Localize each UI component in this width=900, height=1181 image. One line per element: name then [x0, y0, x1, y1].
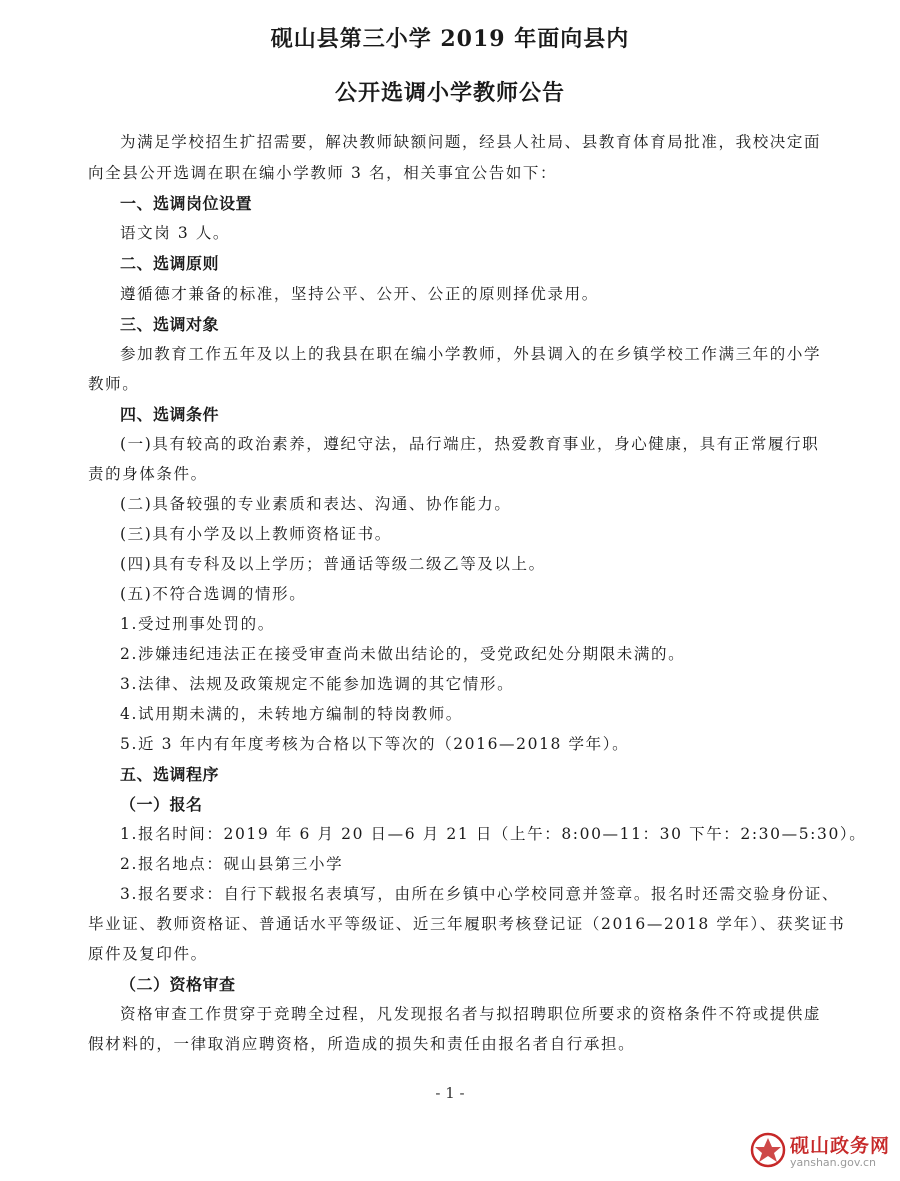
list-item: 5.近 3 年内有年度考核为合格以下等次的（2016—2018 学年）。 [120, 735, 630, 753]
list-item: 1.受过刑事处罚的。 [120, 615, 275, 633]
document-title-line-2: 公开选调小学教师公告 [334, 80, 565, 106]
paragraph-line: 遵循德才兼备的标准，坚持公平、公开、公正的原则择优录用。 [120, 285, 599, 303]
section-heading: 三、选调对象 [120, 315, 220, 334]
section-heading: 一、选调岗位设置 [120, 194, 253, 213]
paragraph-line: 向全县公开选调在职在编小学教师 3 名，相关事宜公告如下： [88, 164, 558, 182]
watermark-site-url: yanshan.gov.cn [790, 1156, 877, 1169]
site-watermark [750, 1130, 895, 1174]
paragraph-line: (二)具备较强的专业素质和表达、沟通、协作能力。 [120, 495, 512, 513]
paragraph-line: (四)具有专科及以上学历；普通话等级二级乙等及以上。 [120, 555, 546, 573]
paragraph-line: 语文岗 3 人。 [120, 224, 231, 242]
subsection-heading: （一）报名 [120, 795, 203, 814]
paragraph-line: 教师。 [88, 375, 140, 393]
list-item: 3.报名要求：自行下载报名表填写，由所在乡镇中心学校同意并签章。报名时还需交验身份证、 [120, 885, 840, 903]
list-item: 1.报名时间：2019 年 6 月 20 日—6 月 21 日（上午：8:00—11：30 下午：2:30—5:30）。 [120, 825, 867, 843]
watermark-site-name: 砚山政务网 [790, 1135, 891, 1157]
paragraph-line: 原件及复印件。 [88, 945, 208, 963]
paragraph-line: 责的身体条件。 [88, 465, 208, 483]
paragraph-line: 为满足学校招生扩招需要，解决教师缺额问题，经县人社局、县教育体育局批准，我校决定面 [120, 133, 822, 151]
list-item: 3.法律、法规及政策规定不能参加选调的其它情形。 [120, 675, 515, 693]
paragraph-line: 资格审查工作贯穿于竞聘全过程，凡发现报名者与拟招聘职位所要求的资格条件不符或提供虚 [120, 1005, 822, 1023]
list-item: 2.报名地点：砚山县第三小学 [120, 855, 344, 873]
paragraph-line: (三)具有小学及以上教师资格证书。 [120, 525, 392, 543]
list-item: 4.试用期未满的，未转地方编制的特岗教师。 [120, 705, 463, 723]
document-title-line-1: 砚山县第三小学 2019 年面向县内 [270, 26, 630, 52]
paragraph-line: 假材料的，一律取消应聘资格，所造成的损失和责任由报名者自行承担。 [88, 1035, 636, 1053]
paragraph-line: (五)不符合选调的情形。 [120, 585, 307, 603]
government-emblem-icon [750, 1132, 786, 1168]
paragraph-line: 毕业证、教师资格证、普通话水平等级证、近三年履职考核登记证（2016—2018 学年）、获奖证书 [88, 915, 846, 933]
list-item: 2.涉嫌违纪违法正在接受审查尚未做出结论的，受党政纪处分期限未满的。 [120, 645, 686, 663]
section-heading: 四、选调条件 [120, 405, 220, 424]
page-number: - 1 - [435, 1084, 465, 1102]
section-heading: 二、选调原则 [120, 254, 220, 273]
subsection-heading: （二）资格审查 [120, 975, 236, 994]
paragraph-line: (一)具有较高的政治素养，遵纪守法，品行端庄，热爱教育事业，身心健康，具有正常履行职 [120, 435, 820, 453]
section-heading: 五、选调程序 [120, 765, 220, 784]
paragraph-line: 参加教育工作五年及以上的我县在职在编小学教师，外县调入的在乡镇学校工作满三年的小学 [120, 345, 822, 363]
